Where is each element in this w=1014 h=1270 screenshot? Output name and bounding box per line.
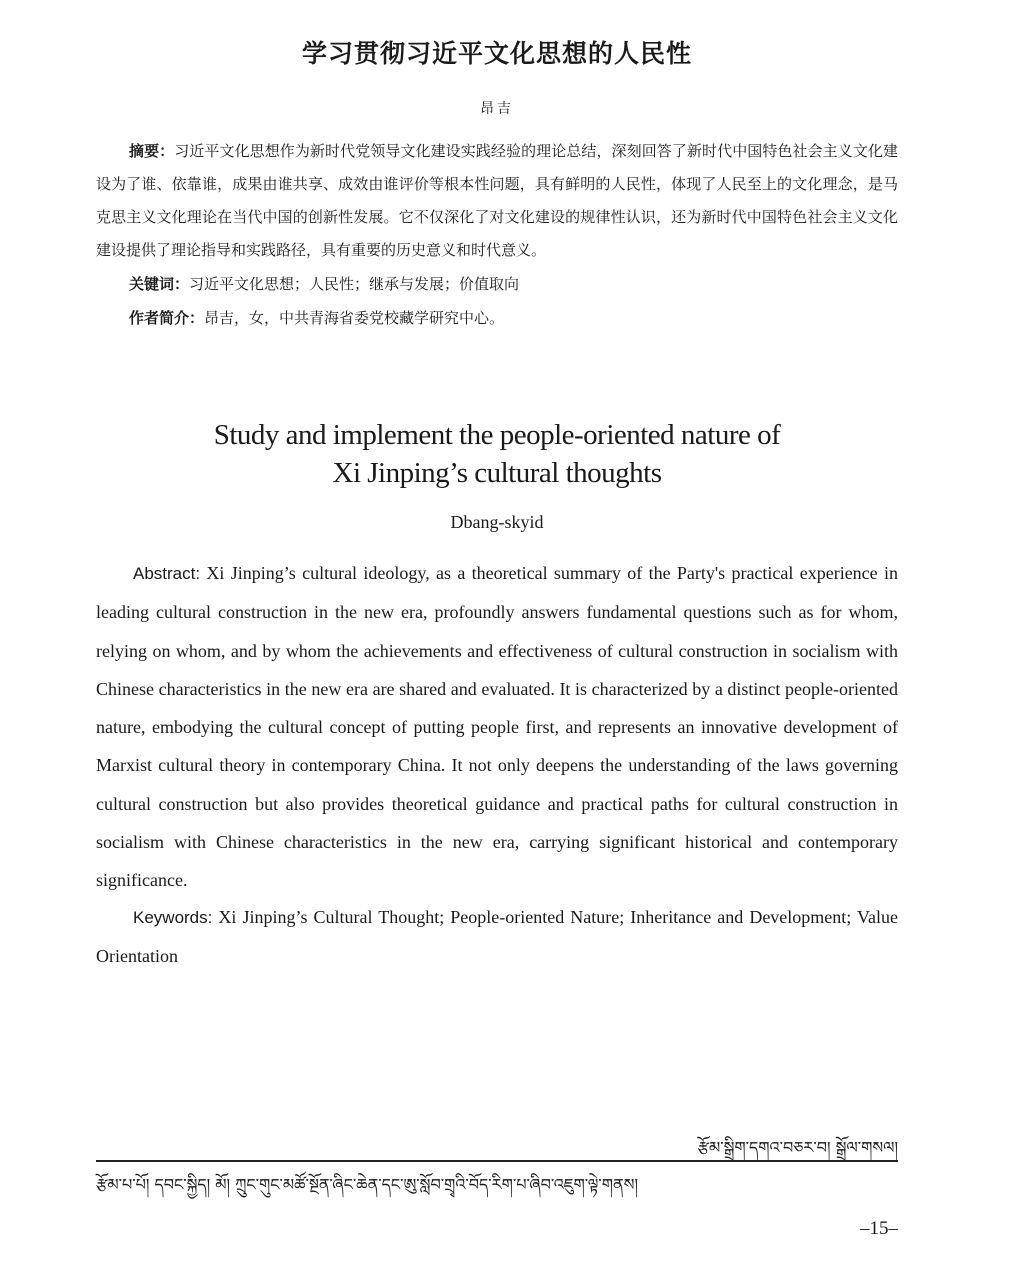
chinese-author-intro — [96, 302, 931, 335]
chinese-abstract-label: 摘要： — [129, 142, 175, 160]
english-title — [0, 416, 994, 492]
english-author: Dbang-skyid — [450, 512, 544, 532]
chinese-keywords-text: 习近平文化思想；人民性；继承与发展；价值取向 — [189, 275, 520, 293]
chinese-keywords — [96, 268, 931, 301]
chinese-abstract-text: 习近平文化思想作为新时代党领导文化建设实践经验的理论总结，深刻回答了新时代中国特色社会主义文化建设为了谁、依靠谁，成果由谁共享、成效由谁评价等根本性问题，具有鲜明的人民性，体现了人民至上的文化理念，是马克思主义文化理论在当代中国的创新性发展。它不仅深化了对文化建设的规律性认识，还为新时代中国特色社会主义文化建设提供了理论指导和实践路径，具有重要的历史意义和时代意义。 — [96, 142, 898, 259]
chinese-author: 昂吉 — [480, 101, 514, 117]
english-title-line-2: Xi Jinping’s cultural thoughts — [332, 457, 662, 489]
english-keywords-text: Xi Jinping’s Cultural Thought; People-oriented Nature; Inheritance and Development; Value Orientation — [96, 907, 898, 967]
tibetan-author-line: རྩོམ་པ་པོ། དབང་སྐྱིད། མོ། ཀྲུང་གུང་མཚོ་སྔོན་ཞིང་ཆེན་དང་ཨུ་སློབ་གྲྭའི་བོད་རིག་པ་ཞིབ་འཇུག་ལྟེ་གནས། — [96, 1175, 638, 1194]
chinese-title: 学习贯彻习近平文化思想的人民性 — [301, 39, 692, 68]
page-number: –15– — [860, 1218, 898, 1239]
english-title-line-1: Study and implement the people-oriented nature of — [213, 419, 781, 451]
english-keywords-label: Keywords: — [133, 908, 213, 927]
tibetan-editor-line: རྩོམ་སྒྲིག་དགའ་བཅར་བ། སྒྲོལ་གསལ། — [697, 1138, 898, 1157]
chinese-author-intro-text: 昂吉，女，中共青海省委党校藏学研究中心。 — [204, 309, 505, 327]
english-keywords — [96, 898, 898, 976]
chinese-abstract — [96, 135, 898, 267]
chinese-author-intro-label: 作者简介： — [129, 309, 205, 327]
english-abstract-text: Xi Jinping’s cultural ideology, as a theoretical summary of the Party's practical experience in leading cultural construction in the new era, profoundly answers fundamental questions such as for whom, relying on whom, and by whom the achievements and effectiveness of cultural construction in socialism with Chinese characteristics in the new era are shared and evaluated. It is characterized by a distinct people-oriented nature, embodying the cultural concept of putting people first, and represents an innovative development of Marxist cultural theory in contemporary China. It not only deepens the understanding of the laws governing cultural construction but also provides theoretical guidance and practical paths for cultural construction in socialism with Chinese characteristics in the new era, carrying significant historical and contemporary significance. — [96, 563, 898, 891]
english-abstract-label: Abstract: — [133, 564, 201, 583]
chinese-keywords-label: 关键词： — [129, 275, 190, 293]
footer-divider — [96, 1160, 898, 1162]
english-abstract — [96, 554, 898, 900]
